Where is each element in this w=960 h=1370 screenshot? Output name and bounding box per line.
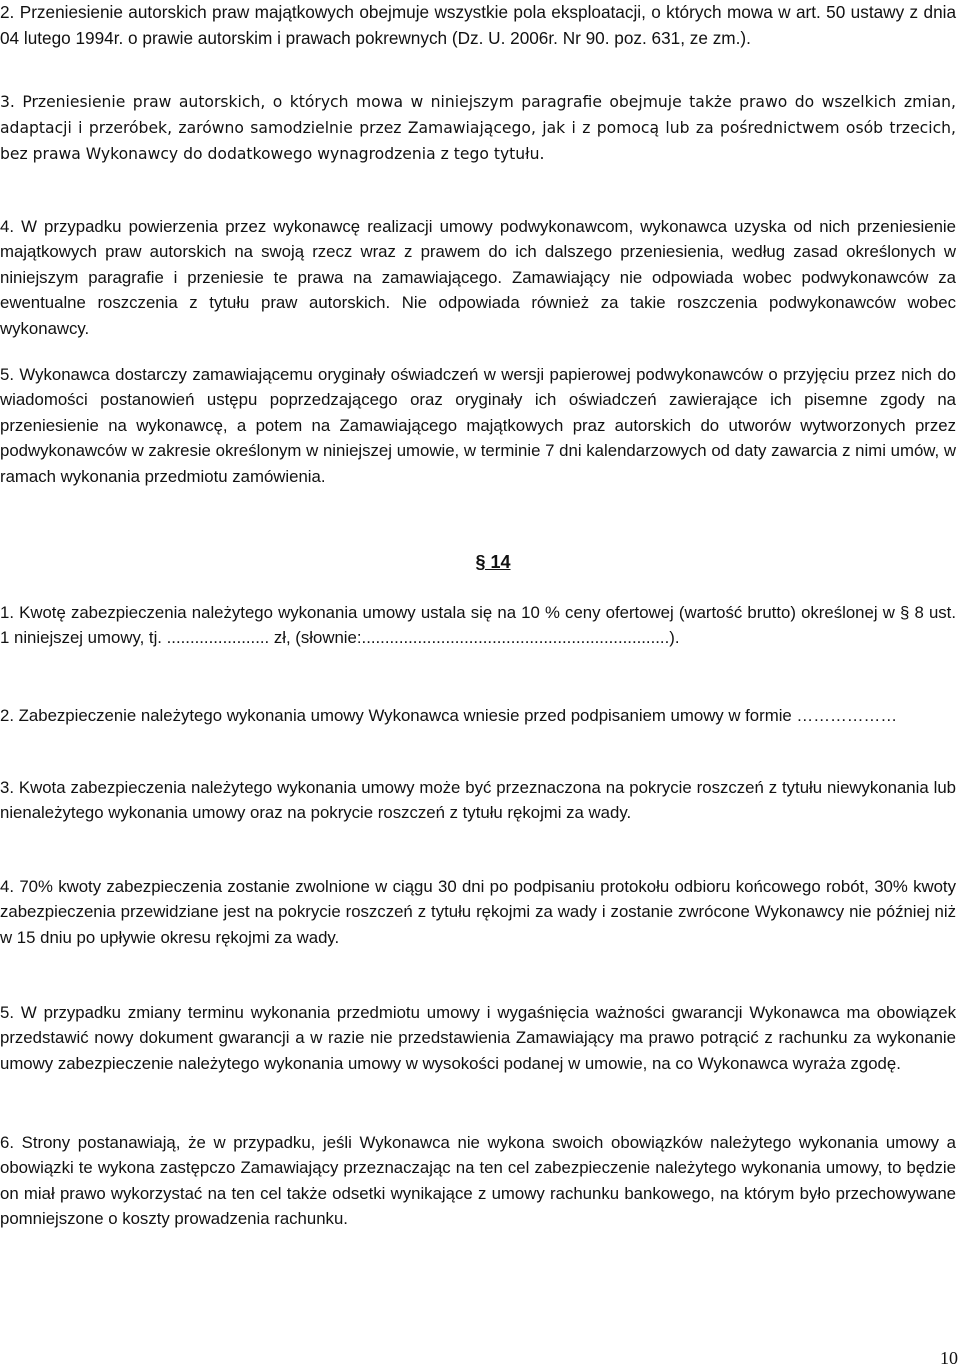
paragraph-text: Kwota zabezpieczenia należytego wykonania umowy może być przeznaczona na pokrycie roszczeń z tytułu niewykonania lub nienależytego wykonania umowy oraz na pokrycie roszczeń z tytułu rękojmi za wady. xyxy=(0,778,956,823)
paragraph-number: 1. xyxy=(0,603,14,622)
paragraph-2 xyxy=(0,0,956,51)
paragraph-text: Przeniesienie praw autorskich, o których mowa w niniejszym paragrafie obejmuje także prawo do wszelkich zmian, adaptacji i przeróbek, zarówno samodzielnie przez Zamawiającego, jak i z pomocą lub za pośrednictwem osób trzecich, bez prawa Wykonawcy do dodatkowego wynagrodzenia z tego tytułu. xyxy=(0,93,956,163)
paragraph-text: Przeniesienie autorskich praw majątkowych obejmuje wszystkie pola eksploatacji, o których mowa w art. 50 ustawy z dnia 04 lutego 1994r. o prawie autorskim i prawach pokrewnych (Dz. U. 2006r. Nr 90. poz. 631, ze zm.). xyxy=(0,2,957,48)
paragraph-number: 4. xyxy=(0,217,14,236)
paragraph-text: W przypadku zmiany terminu wykonania przedmiotu umowy i wygaśnięcia ważności gwarancji Wykonawca ma obowiązek przedstawić nowy dokument gwarancji a w razie nie przedstawienia Zamawiający ma prawo potrącić z rachunku za wykonanie umowy zabezpieczenie należytego wykonania umowy w wysokości podanej w umowie, na co Wykonawca wyraża zgodę. xyxy=(0,1003,956,1073)
paragraph-text: Wykonawca dostarczy zamawiającemu oryginały oświadczeń w wersji papierowej podwykonawców o przyjęciu przez nich do wiadomości postanowień ustępu poprzedzającego oraz oryginały ich oświadczeń zawierające ich pisemne zgody na przeniesienie na wykonawcę, a potem na Zamawiającego majątkowych praz autorskich do utworów wytworzonych przez podwykonawców w zakresie określonym w niniejszej umowie, w terminie 7 dni kalendarzowych od daty zawarcia z nimi umów, w ramach wykonania przedmiotu zamówienia. xyxy=(0,365,956,486)
paragraph-text: Kwotę zabezpieczenia należytego wykonania umowy ustala się na 10 % ceny ofertowej (wartość brutto) określonej w § 8 ust. 1 niniejszej umowy, tj. ...................... zł, (słownie:..................................................................). xyxy=(0,603,956,648)
section-paragraph-2 xyxy=(0,703,956,728)
paragraph-text: Zabezpieczenie należytego wykonania umowy Wykonawca wniesie przed podpisaniem umowy w formie ……………… xyxy=(18,706,898,725)
page-number: 10 xyxy=(940,1348,958,1368)
paragraph-number: 2. xyxy=(0,2,15,22)
paragraph-number: 2. xyxy=(0,706,14,725)
paragraph-number: 5. xyxy=(0,365,14,384)
paragraph-number: 6. xyxy=(0,1133,14,1152)
paragraph-text: 70% kwoty zabezpieczenia zostanie zwolnione w ciągu 30 dni po podpisaniu protokołu odbioru końcowego robót, 30% kwoty zabezpieczenia przewidziane jest na pokrycie roszczeń z tytułu rękojmi za wady i zostanie zwrócone Wykonawcy nie później niż w 15 dniu po upływie okresu rękojmi za wady. xyxy=(0,877,956,947)
paragraph-number: 5. xyxy=(0,1003,14,1022)
paragraph-number: 3. xyxy=(0,778,14,797)
paragraph-5 xyxy=(0,362,956,489)
section-heading xyxy=(0,549,960,575)
paragraph-text: Strony postanawiają, że w przypadku, jeśli Wykonawca nie wykona swoich obowiązków należytego wykonania umowy a obowiązki te wykona zastępczo Zamawiający przeznaczając na ten cel zabezpieczenie należytego wykonania umowy, to będzie on miał prawo wykorzystać na ten cel także odsetki wynikające z umowy rachunku bankowego, na którym było przechowywane pomniejszone o koszty prowadzenia rachunku. xyxy=(0,1133,956,1229)
section-paragraph-5 xyxy=(0,1000,956,1076)
paragraph-text: W przypadku powierzenia przez wykonawcę realizacji umowy podwykonawcom, wykonawca uzyska od nich przeniesienie majątkowych praw autorskich na swoją rzecz wraz z prawem do ich dalszego przeniesienia, według zasad określonych w niniejszym paragrafie i przeniesie te prawa na zamawiającego. Zamawiający nie odpowiada wobec podwykonawców za ewentualne roszczenia z tytułu praw autorskich. Nie odpowiada również za takie roszczenia podwykonawców wobec wykonawcy. xyxy=(0,217,956,338)
paragraph-3 xyxy=(0,90,956,167)
paragraph-4 xyxy=(0,214,956,341)
paragraph-number: 4. xyxy=(0,877,14,896)
section-paragraph-6 xyxy=(0,1130,956,1232)
paragraph-number: 3. xyxy=(0,93,15,111)
section-paragraph-4 xyxy=(0,874,956,950)
section-heading-text: § 14 xyxy=(475,552,511,572)
section-paragraph-3 xyxy=(0,775,956,826)
section-paragraph-1 xyxy=(0,600,956,651)
